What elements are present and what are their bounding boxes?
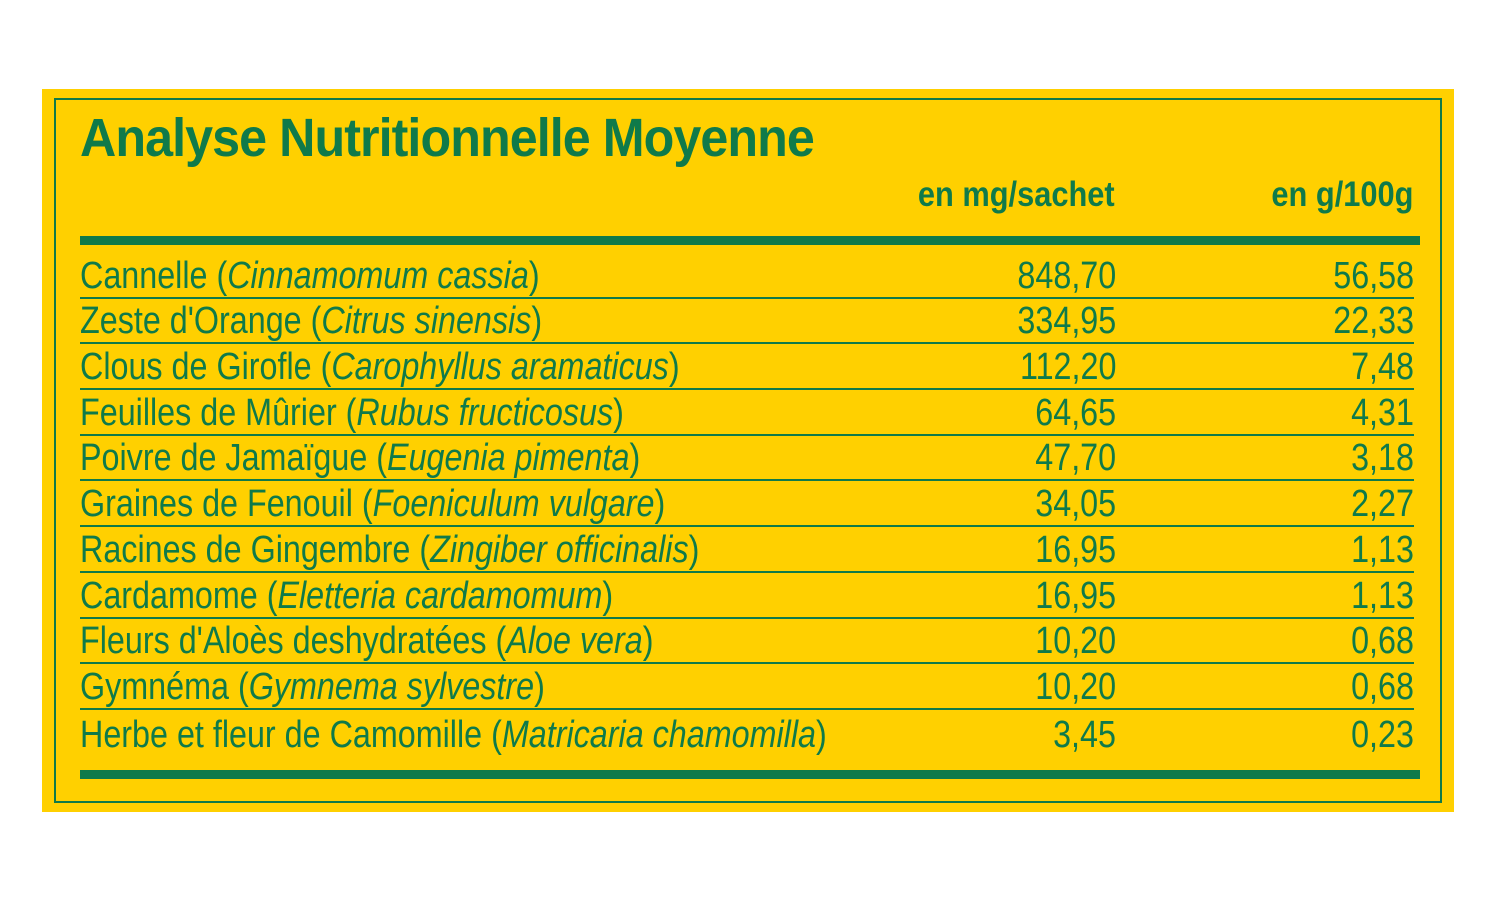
value-mg-sachet: 16,95 xyxy=(1035,574,1116,617)
nutrition-panel xyxy=(42,89,1454,812)
table-row xyxy=(80,619,1414,665)
ingredient-name: Graines de Fenouil (Foeniculum vulgare) xyxy=(80,483,666,526)
value-mg-sachet: 10,20 xyxy=(1035,665,1116,708)
scientific-name: Eletteria cardamomum xyxy=(277,574,603,617)
scientific-name: Matricaria chamomilla xyxy=(501,713,816,756)
column-header-mg-sachet: en mg/sachet xyxy=(918,175,1115,214)
scientific-name: Carophyllus aramaticus xyxy=(331,346,669,389)
value-g-100g: 0,23 xyxy=(1351,713,1414,756)
column-header-g-100g: en g/100g xyxy=(1270,175,1413,214)
value-g-100g: 56,58 xyxy=(1333,254,1414,297)
value-mg-sachet: 334,95 xyxy=(1017,300,1116,343)
value-g-100g: 0,68 xyxy=(1351,665,1414,708)
table-row xyxy=(80,390,1414,436)
value-g-100g: 7,48 xyxy=(1351,346,1414,389)
ingredient-name: Racines de Gingembre (Zingiber officinalis) xyxy=(80,528,700,571)
panel-title: Analyse Nutritionnelle Moyenne xyxy=(80,108,814,168)
value-g-100g: 3,18 xyxy=(1351,437,1414,480)
value-mg-sachet: 3,45 xyxy=(1053,713,1116,756)
ingredient-name: Gymnéma (Gymnema sylvestre) xyxy=(80,665,545,708)
value-mg-sachet: 112,20 xyxy=(1019,346,1116,389)
scientific-name: Foeniculum vulgare xyxy=(372,483,655,526)
ingredient-name: Zeste d'Orange (Citrus sinensis) xyxy=(80,300,543,343)
value-mg-sachet: 16,95 xyxy=(1035,528,1116,571)
value-g-100g: 1,13 xyxy=(1351,574,1414,617)
scientific-name: Zingiber officinalis xyxy=(430,528,689,571)
value-mg-sachet: 64,65 xyxy=(1035,391,1116,434)
value-mg-sachet: 848,70 xyxy=(1017,254,1116,297)
scientific-name: Citrus sinensis xyxy=(321,300,532,343)
ingredient-name: Cannelle (Cinnamomum cassia) xyxy=(80,254,540,297)
scientific-name: Rubus fructicosus xyxy=(356,391,614,434)
table-row xyxy=(80,344,1414,390)
value-g-100g: 1,13 xyxy=(1351,528,1414,571)
table-row xyxy=(80,710,1414,756)
table-row xyxy=(80,527,1414,573)
value-mg-sachet: 34,05 xyxy=(1035,483,1116,526)
value-g-100g: 22,33 xyxy=(1333,300,1414,343)
ingredient-name: Fleurs d'Aloès deshydratées (Aloe vera) xyxy=(80,620,654,663)
table-row xyxy=(80,481,1414,527)
value-mg-sachet: 10,20 xyxy=(1035,620,1116,663)
table-row xyxy=(80,436,1414,482)
table-row xyxy=(80,664,1414,710)
ingredient-name: Feuilles de Mûrier (Rubus fructicosus) xyxy=(80,391,624,434)
bottom-rule xyxy=(80,770,1420,779)
value-g-100g: 0,68 xyxy=(1351,620,1414,663)
value-g-100g: 4,31 xyxy=(1351,391,1414,434)
scientific-name: Cinnamomum cassia xyxy=(227,254,529,297)
ingredient-name: Herbe et fleur de Camomille (Matricaria chamomilla) xyxy=(80,713,827,756)
ingredient-name: Cardamome (Eletteria cardamomum) xyxy=(80,574,614,617)
ingredient-table xyxy=(80,253,1414,756)
scientific-name: Gymnema sylvestre xyxy=(248,665,535,708)
value-mg-sachet: 47,70 xyxy=(1035,437,1116,480)
top-rule xyxy=(80,236,1420,245)
table-row xyxy=(80,299,1414,345)
scientific-name: Aloe vera xyxy=(506,620,643,663)
table-row xyxy=(80,573,1414,619)
scientific-name: Eugenia pimenta xyxy=(387,437,630,480)
ingredient-name: Clous de Girofle (Carophyllus aramaticus) xyxy=(80,346,680,389)
table-row xyxy=(80,253,1414,299)
ingredient-name: Poivre de Jamaïgue (Eugenia pimenta) xyxy=(80,437,641,480)
value-g-100g: 2,27 xyxy=(1351,483,1414,526)
